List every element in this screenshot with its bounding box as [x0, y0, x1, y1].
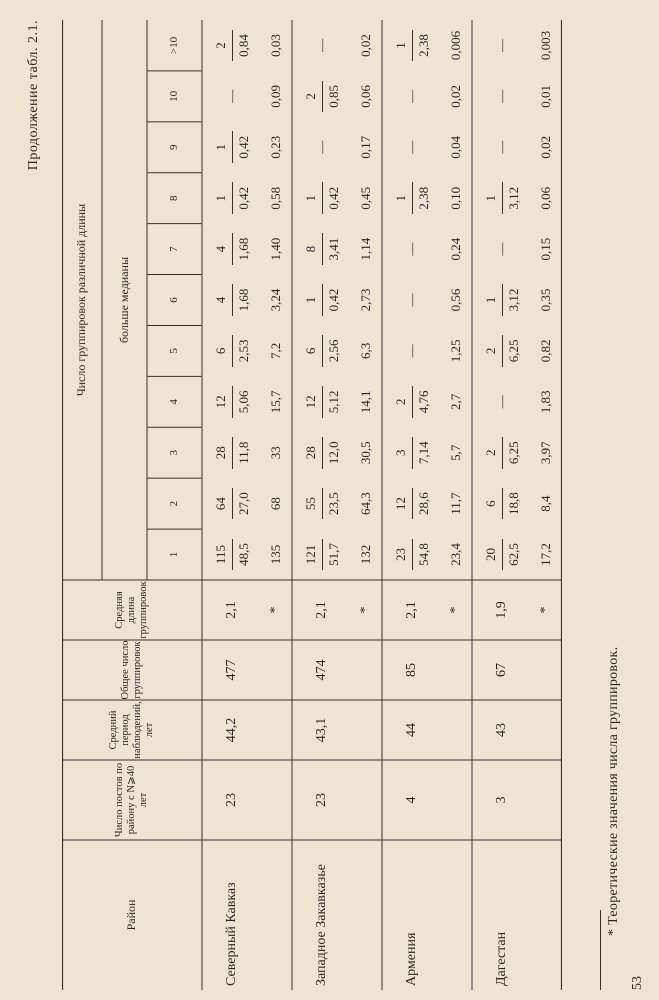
- cell-theoretical: 0,42: [326, 186, 341, 210]
- row-avg: 2,1: [223, 601, 239, 619]
- cell-observed: 12: [210, 386, 233, 418]
- cell-observed: 3: [390, 437, 413, 469]
- footnote-rule: [600, 910, 601, 990]
- cell-plain: —: [494, 242, 509, 256]
- header-region: Район: [124, 899, 139, 931]
- row-avg: 2,1: [403, 601, 419, 619]
- cell-estimate: 0,06: [358, 85, 373, 108]
- header-stations: Число постов по району с N⩾40 лет: [113, 762, 150, 838]
- cell-plain: —: [314, 38, 329, 52]
- cell-theoretical: 11,8: [236, 441, 251, 464]
- row-star: *: [447, 606, 463, 614]
- cell-observed: 23: [390, 539, 413, 571]
- cell-estimate: 2,73: [358, 288, 373, 312]
- header-avg-length: Средняя длина группировок: [113, 581, 150, 639]
- cell-plain: —: [224, 89, 239, 103]
- cell-observed: 8: [300, 233, 323, 265]
- row-total: 477: [223, 659, 239, 681]
- cell-estimate: 0,45: [358, 186, 373, 210]
- cell-observed: 1: [300, 182, 323, 214]
- cell-estimate: 0,82: [538, 339, 553, 363]
- cell-observed: 2: [390, 386, 413, 418]
- cell-estimate: 0,56: [448, 288, 463, 312]
- cell-plain: —: [494, 140, 509, 154]
- cell-observed: 1: [390, 182, 413, 214]
- cell-theoretical: 48,5: [236, 543, 251, 566]
- row-total: 474: [313, 659, 329, 681]
- row-total: 67: [493, 663, 509, 677]
- cell-estimate: 30,5: [358, 441, 373, 465]
- cell-theoretical: 51,7: [326, 543, 341, 566]
- header-length-1: 2: [168, 500, 181, 507]
- header-period: Средний период наблюдений, лет: [107, 701, 156, 759]
- row-period: 43: [493, 723, 509, 737]
- cell-plain: —: [494, 395, 509, 409]
- header-length-0: 1: [168, 551, 181, 558]
- cell-estimate: 0,02: [538, 135, 553, 159]
- cell-plain: —: [404, 344, 419, 358]
- cell-theoretical: 2,38: [416, 186, 431, 210]
- cell-observed: 6: [480, 488, 503, 520]
- cell-observed: 64: [210, 488, 233, 520]
- header-length-2: 3: [168, 449, 181, 456]
- cell-observed: 2: [480, 437, 503, 469]
- cell-estimate: 0,01: [538, 85, 553, 108]
- cell-estimate: 3,97: [538, 441, 553, 465]
- header-length-10: >10: [168, 36, 181, 55]
- header-length-8: 9: [168, 144, 181, 151]
- cell-theoretical: 0,84: [236, 34, 251, 57]
- cell-theoretical: 3,12: [506, 288, 521, 312]
- cell-observed: 20: [480, 539, 503, 571]
- row-star: *: [357, 606, 373, 614]
- cell-observed: 1: [300, 284, 323, 316]
- cell-observed: 6: [300, 335, 323, 367]
- row-star: *: [537, 606, 553, 614]
- cell-observed: 1: [210, 182, 233, 214]
- cell-estimate: 11,7: [448, 492, 463, 515]
- row-total: 85: [403, 663, 419, 677]
- cell-estimate: 1,14: [358, 237, 373, 261]
- row-stations: 23: [313, 793, 329, 807]
- header-length-4: 5: [168, 348, 181, 354]
- cell-estimate: 23,4: [448, 543, 463, 566]
- cell-estimate: 0,04: [448, 135, 463, 159]
- footnote: * Теоретические значения числа группировок.: [606, 646, 621, 936]
- cell-estimate: 135: [268, 544, 283, 565]
- row-stations: 3: [493, 796, 509, 804]
- cell-observed: 1: [390, 30, 413, 62]
- cell-estimate: 0,24: [448, 237, 463, 261]
- cell-estimate: 0,10: [448, 186, 463, 210]
- cell-theoretical: 0,85: [326, 85, 341, 108]
- cell-theoretical: 23,5: [326, 492, 341, 516]
- cell-estimate: 132: [358, 544, 373, 565]
- row-period: 44: [403, 723, 419, 737]
- cell-observed: 28: [300, 437, 323, 469]
- cell-theoretical: 1,68: [236, 288, 251, 312]
- cell-theoretical: 4,76: [416, 390, 431, 414]
- cell-observed: 2: [300, 81, 323, 113]
- cell-estimate: 15,7: [268, 390, 283, 414]
- cell-theoretical: 7,14: [416, 441, 431, 465]
- cell-observed: 1: [480, 284, 503, 316]
- cell-plain: —: [494, 38, 509, 52]
- row-period: 43,1: [313, 717, 329, 743]
- row-stations: 4: [403, 796, 419, 804]
- cell-theoretical: 6,25: [506, 339, 521, 363]
- cell-plain: —: [404, 293, 419, 307]
- cell-estimate: 0,23: [268, 135, 283, 159]
- cell-observed: 115: [210, 539, 233, 571]
- cell-estimate: 0,006: [448, 30, 463, 61]
- row-region: Северный Кавказ: [223, 882, 239, 986]
- cell-theoretical: 3,41: [326, 237, 341, 261]
- cell-observed: 12: [300, 386, 323, 418]
- cell-estimate: 8,4: [538, 495, 553, 512]
- cell-estimate: 17,2: [538, 543, 553, 566]
- cell-theoretical: 0,42: [326, 288, 341, 312]
- cell-observed: 28: [210, 437, 233, 469]
- cell-estimate: 2,7: [448, 393, 463, 410]
- cell-estimate: 0,09: [268, 85, 283, 108]
- row-avg: 2,1: [313, 601, 329, 619]
- cell-estimate: 0,58: [268, 186, 283, 210]
- cell-observed: 4: [210, 233, 233, 265]
- cell-theoretical: 5,12: [326, 390, 341, 414]
- cell-theoretical: 3,12: [506, 186, 521, 210]
- cell-observed: 6: [210, 335, 233, 367]
- page-number: 53: [630, 976, 645, 990]
- cell-estimate: 64,3: [358, 492, 373, 516]
- data-table: [62, 20, 562, 990]
- row-region: Дагестан: [493, 931, 509, 986]
- continuation-label: Продолжение табл. 2.1.: [26, 20, 41, 171]
- cell-estimate: 0,06: [538, 186, 553, 210]
- cell-observed: 4: [210, 284, 233, 316]
- cell-theoretical: 12,0: [326, 441, 341, 465]
- cell-estimate: 14,1: [358, 390, 373, 414]
- cell-observed: 1: [480, 182, 503, 214]
- cell-estimate: 1,83: [538, 390, 553, 414]
- cell-theoretical: 2,56: [326, 339, 341, 363]
- header-sub-title: больше медианы: [116, 256, 131, 344]
- cell-theoretical: 6,25: [506, 441, 521, 465]
- cell-plain: —: [314, 140, 329, 154]
- cell-theoretical: 5,06: [236, 390, 251, 414]
- cell-estimate: 33: [268, 446, 283, 460]
- cell-theoretical: 2,53: [236, 339, 251, 363]
- cell-estimate: 0,02: [448, 85, 463, 108]
- header-length-3: 4: [168, 399, 181, 405]
- header-length-9: 10: [168, 90, 181, 102]
- cell-estimate: 0,03: [268, 34, 283, 57]
- row-stations: 23: [223, 793, 239, 807]
- header-group-title: Число группировок различной длины: [74, 203, 89, 397]
- cell-estimate: 68: [268, 497, 283, 511]
- cell-estimate: 0,15: [538, 237, 553, 261]
- header-length-6: 7: [168, 246, 181, 252]
- cell-theoretical: 2,38: [416, 34, 431, 57]
- cell-estimate: 0,35: [538, 288, 553, 312]
- cell-theoretical: 1,68: [236, 237, 251, 261]
- cell-estimate: 7,2: [268, 342, 283, 360]
- cell-estimate: 5,7: [448, 444, 463, 461]
- cell-observed: 12: [390, 488, 413, 520]
- cell-observed: 2: [480, 335, 503, 367]
- cell-observed: 1: [210, 132, 233, 164]
- row-region: Армения: [403, 932, 419, 986]
- row-star: *: [267, 606, 283, 614]
- cell-theoretical: 0,42: [236, 135, 251, 159]
- header-total: Общее число группировок: [119, 640, 143, 700]
- cell-observed: 2: [210, 30, 233, 62]
- cell-estimate: 6,3: [358, 342, 373, 360]
- cell-plain: —: [404, 242, 419, 256]
- cell-estimate: 1,25: [448, 339, 463, 363]
- cell-estimate: 0,17: [358, 135, 373, 159]
- row-avg: 1,9: [493, 601, 509, 619]
- cell-theoretical: 62,5: [506, 543, 521, 566]
- cell-theoretical: 27,0: [236, 492, 251, 516]
- cell-plain: —: [494, 89, 509, 103]
- cell-estimate: 3,24: [268, 288, 283, 312]
- cell-estimate: 0,003: [538, 30, 553, 61]
- header-length-5: 6: [168, 297, 181, 303]
- cell-theoretical: 28,6: [416, 492, 431, 516]
- cell-plain: —: [404, 140, 419, 154]
- cell-plain: —: [404, 89, 419, 103]
- cell-observed: 55: [300, 488, 323, 520]
- cell-estimate: 1,40: [268, 237, 283, 261]
- row-region: Западное Закавказье: [313, 864, 329, 986]
- cell-theoretical: 54,8: [416, 543, 431, 566]
- header-length-7: 8: [168, 195, 181, 201]
- cell-theoretical: 0,42: [236, 186, 251, 210]
- row-period: 44,2: [223, 717, 239, 743]
- cell-observed: 121: [300, 539, 323, 571]
- cell-estimate: 0,02: [358, 34, 373, 57]
- cell-theoretical: 18,8: [506, 492, 521, 516]
